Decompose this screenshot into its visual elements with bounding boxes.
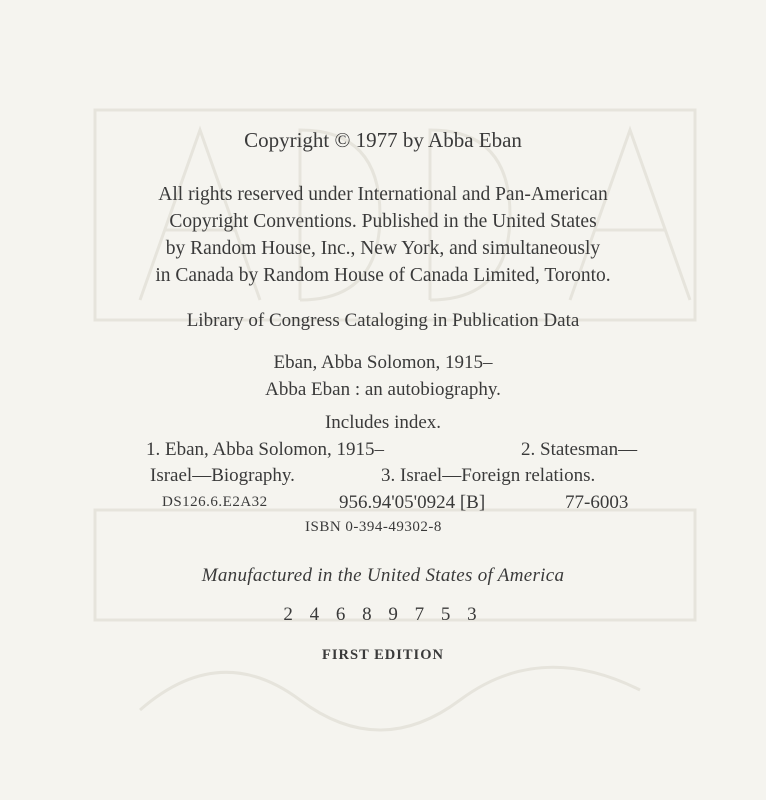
cip-main-entry	[0, 349, 766, 403]
rights-line: All rights reserved under International and Pan-American	[158, 184, 608, 205]
cip-title: Abba Eban : an autobiography.	[265, 379, 501, 400]
rights-statement	[0, 181, 766, 289]
cip-isbn: ISBN 0-394-49302-8	[305, 519, 442, 535]
cip-subject-3: 3. Israel—Foreign relations.	[381, 465, 596, 486]
cip-includes-note: Includes index.	[324, 412, 442, 433]
cip-author: Eban, Abba Solomon, 1915–	[273, 352, 493, 373]
edition-statement: FIRST EDITION	[322, 647, 444, 663]
cip-subject-2: 2. Statesman—	[521, 439, 638, 460]
cip-call-number: DS126.6.E2A32	[162, 494, 268, 510]
cip-heading: Library of Congress Cataloging in Publication Data	[186, 310, 580, 331]
copyright-notice: Copyright © 1977 by Abba Eban	[244, 128, 522, 152]
ghost-script	[140, 667, 640, 730]
manufacture-statement: Manufactured in the United States of America	[201, 565, 565, 586]
rights-line: in Canada by Random House of Canada Limited, Toronto.	[155, 265, 611, 286]
cip-subject-1: 1. Eban, Abba Solomon, 1915–	[146, 439, 385, 460]
cip-subject-2-continued: Israel—Biography.	[150, 465, 295, 486]
rights-line: by Random House, Inc., New York, and simultaneously	[165, 238, 601, 259]
printing-line: 2 4 6 8 9 7 5 3	[283, 604, 483, 625]
rights-line: Copyright Conventions. Published in the United States	[169, 211, 597, 232]
cip-dewey-number: 956.94'05'0924 [B]	[339, 492, 486, 513]
cip-lccn: 77-6003	[565, 492, 629, 513]
